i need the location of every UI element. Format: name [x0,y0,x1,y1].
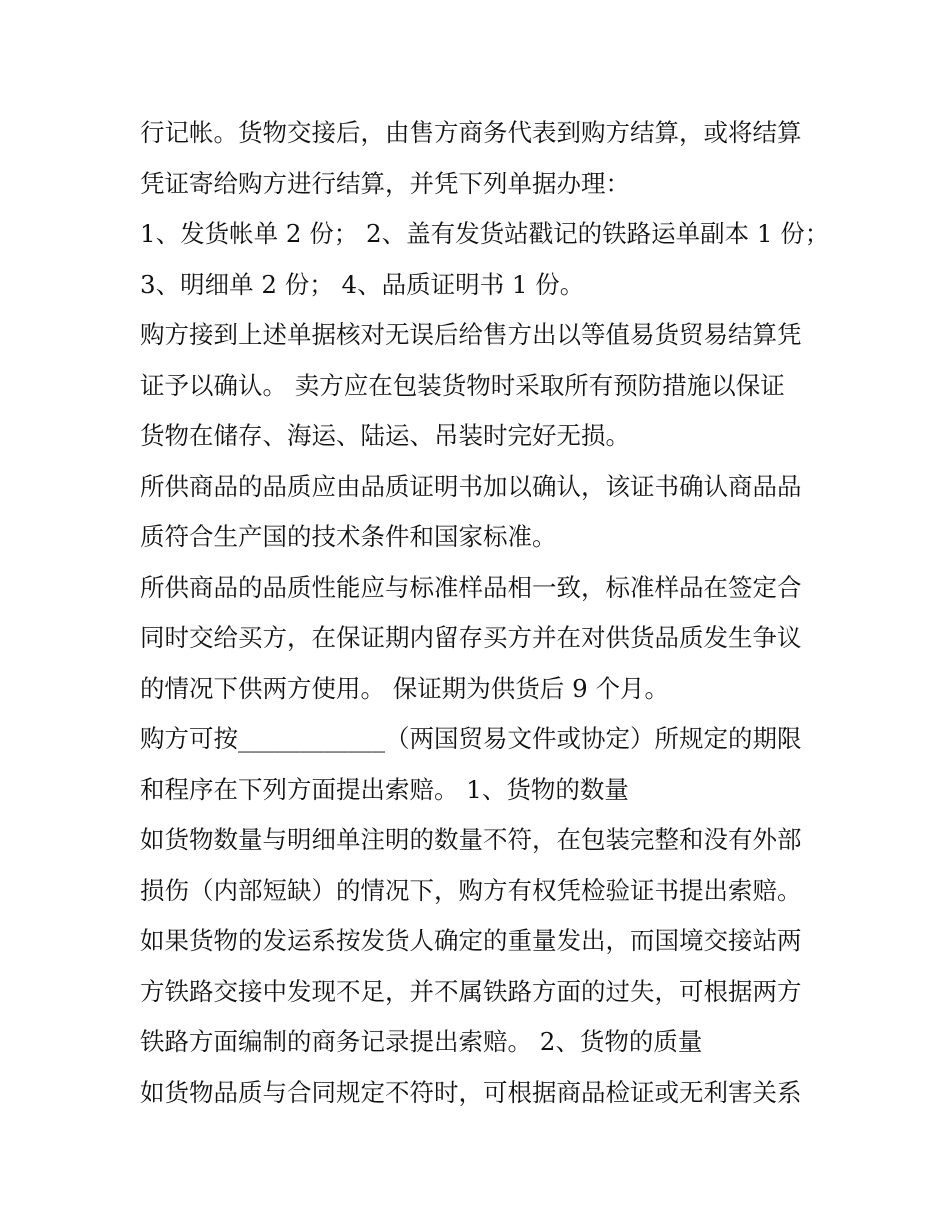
text-line: 和程序在下列方面提出索赔。 1、货物的数量 [140,774,629,804]
text-line: 如果货物的发运系按发货人确定的重量发出，而国境交接站两 [140,926,802,955]
text-line: 同时交给买方，在保证期内留存买方并在对供货品质发生争议 [140,623,802,652]
text-line: 铁路方面编制的商务记录提出索赔。 2、货物的质量 [140,1027,703,1056]
text-line: 购方接到上述单据核对无误后给售方出以等值易货贸易结算凭 [140,320,802,349]
text-line: 所供商品的品质应由品质证明书加以确认，该证书确认商品品 [140,471,802,501]
text-line: 3、明细单 2 份； 4、品质证明书 1 份。 [140,269,585,299]
document-body [140,108,830,1118]
text-line: 的情况下供两方使用。 保证期为供货后 9 个月。 [140,673,669,703]
text-line: 所供商品的品质性能应与标准样品相一致，标准样品在签定合 [140,572,802,602]
text-line: 凭证寄给购方进行结算，并凭下列单据办理： [140,168,630,198]
text-line: 1、发货帐单 2 份； 2、盖有发货站戳记的铁路运单副本 1 份； [140,219,830,248]
text-line: 行记帐。货物交接后，由售方商务代表到购方结算，或将结算 [140,118,802,147]
text-line: 如货物数量与明细单注明的数量不符，在包装完整和没有外部 [140,825,802,854]
text-line: 货物在储存、海运、陆运、吊装时完好无损。 [140,421,630,450]
text-line: 如货物品质与合同规定不符时，可根据商品检证或无利害关系 [140,1077,802,1107]
text-line: 方铁路交接中发现不足，并不属铁路方面的过失，可根据两方 [140,976,802,1006]
text-line: 证予以确认。 卖方应在包装货物时采取所有预防措施以保证 [140,370,785,400]
text-line: 质符合生产国的技术条件和国家标准。 [140,522,557,551]
text-line: 购方可按____________（两国贸易文件或协定）所规定的期限 [140,724,802,753]
text-line: 损伤（内部短缺）的情况下，购方有权凭检验证书提出索赔。 [140,875,802,905]
